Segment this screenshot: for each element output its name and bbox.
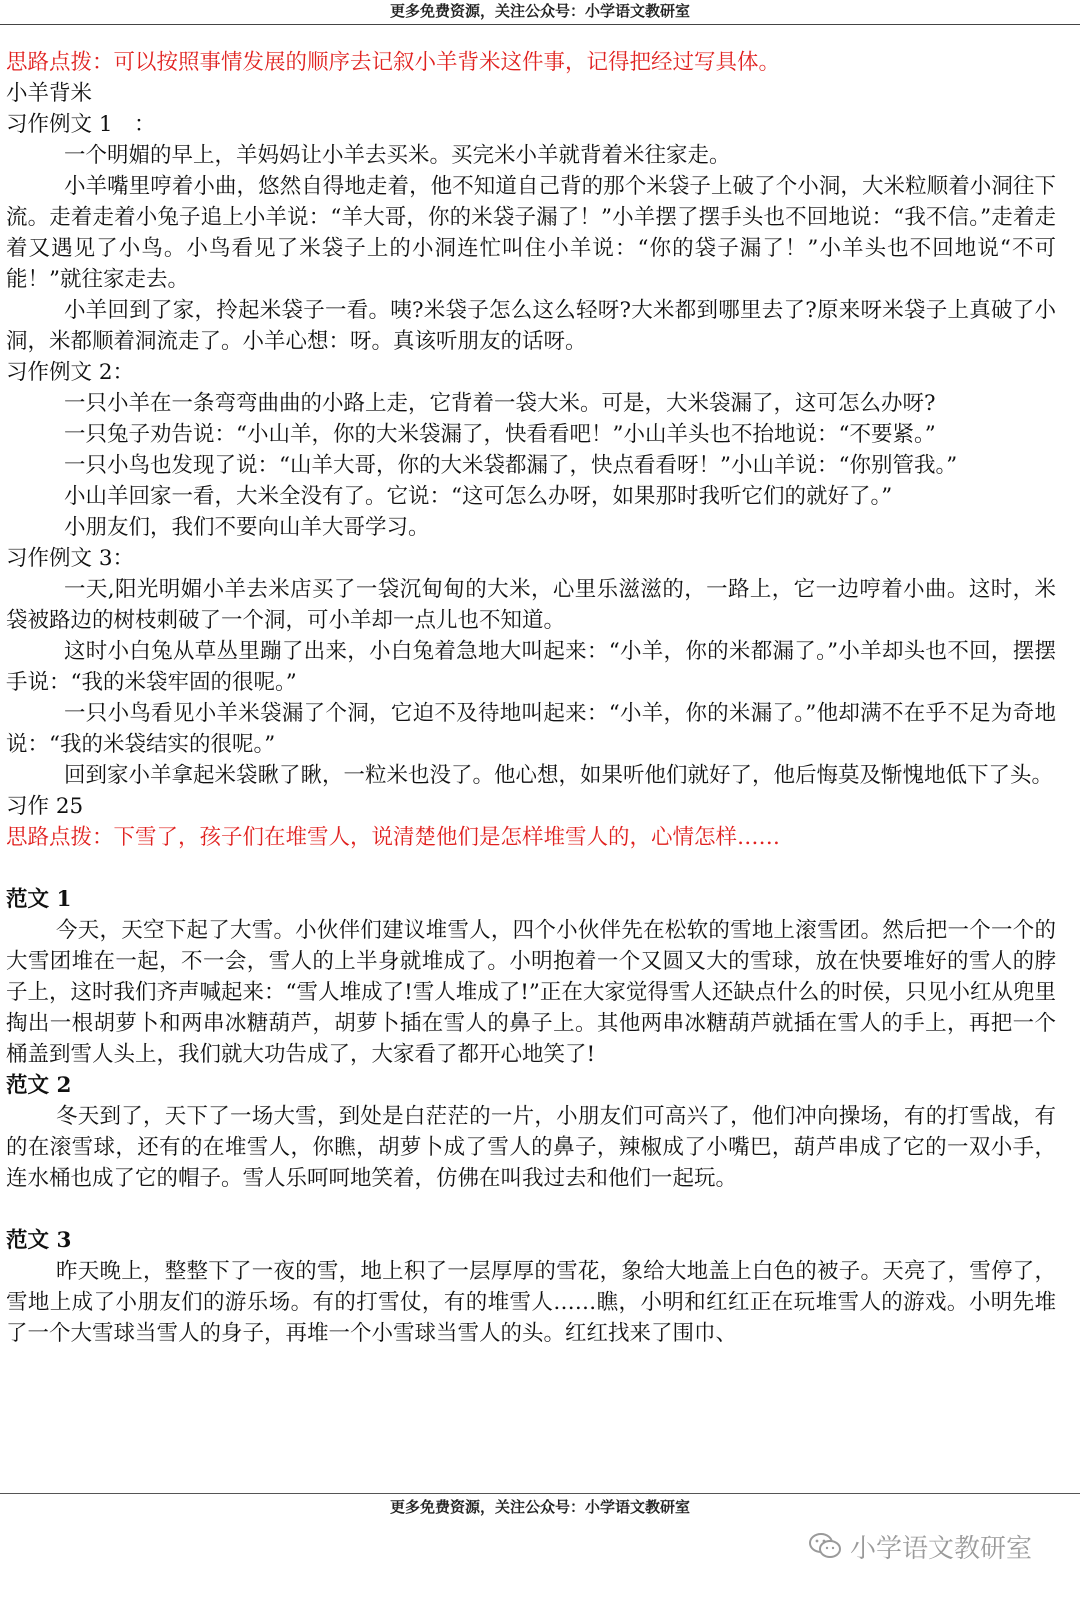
text-paragraph: 习作例文 2： bbox=[6, 360, 135, 385]
watermark-text: 小学语文教研室 bbox=[850, 1533, 1033, 1564]
text-paragraph: 今天，天空下起了大雪。小伙伴们建议堆雪人，四个小伙伴先在松软的雪地上滚雪团。然后把一个一个的大雪团堆在一起，不一会，雪人的上半身就堆成了。小明抱着一个又圆又大的雪球，放在快要堆好的雪人的脖子上，这时我们齐声喊起来：“雪人堆成了!雪人堆成了!”正在大家觉得雪人还缺点什么的时侯，只见小红从兜里掏出一根胡萝卜和两串冰糖葫芦，胡萝卜插在雪人的鼻子上。其他两串冰糖葫芦就插在雪人的手上，再把一个桶盖到雪人头上，我们就大功告成了，大家看了都开心地笑了! bbox=[6, 918, 1056, 1067]
blank-line bbox=[6, 853, 1056, 884]
header-divider bbox=[0, 24, 1080, 25]
page-header: 更多免费资源，关注公众号：小学语文教研室 bbox=[389, 2, 690, 20]
document-body bbox=[6, 47, 1056, 1349]
text-paragraph: 习作例文 3： bbox=[6, 546, 135, 571]
text-paragraph: 一个明媚的早上，羊妈妈让小羊去买米。买完米小羊就背着米往家走。 bbox=[64, 143, 731, 168]
text-paragraph: 一只兔子劝告说：“小山羊，你的大米袋漏了，快看看吧！”小山羊头也不抬地说：“不要紧。” bbox=[64, 422, 936, 447]
text-paragraph: 昨天晚上，整整下了一夜的雪，地上积了一层厚厚的雪花，象给大地盖上白色的被子。天亮了，雪停了，雪地上成了小朋友们的游乐场。有的打雪仗，有的堆雪人……瞧，小明和红红正在玩堆雪人的游戏。小明先堆了一个大雪球当雪人的身子，再堆一个小雪球当雪人的头。红红找来了围巾、 bbox=[6, 1259, 1056, 1346]
text-paragraph: 一天,阳光明媚小羊去米店买了一袋沉甸甸的大米，心里乐滋滋的，一路上，它一边哼着小曲。这时，米袋被路边的树枝刺破了一个洞，可小羊却一点儿也不知道。 bbox=[6, 577, 1056, 633]
text-paragraph: 一只小鸟也发现了说：“山羊大哥，你的大米袋都漏了，快点看看呀！”小山羊说：“你别管我。” bbox=[64, 453, 958, 478]
text-paragraph: 习作例文 1 ： bbox=[6, 112, 156, 137]
hint-line: 思路点拨：下雪了，孩子们在堆雪人，说清楚他们是怎样堆雪人的，心情怎样…… bbox=[6, 825, 781, 850]
text-paragraph: 这时小白兔从草丛里蹦了出来，小白兔着急地大叫起来：“小羊，你的米都漏了。”小羊却头也不回，摆摆手说：“我的米袋牢固的很呢。” bbox=[6, 639, 1056, 695]
section-heading: 范文 1 bbox=[6, 887, 72, 912]
blank-line bbox=[6, 1194, 1056, 1225]
section-heading: 范文 2 bbox=[6, 1073, 72, 1098]
text-paragraph: 小羊回到了家，拎起米袋子一看。咦?米袋子怎么这么轻呀?大米都到哪里去了?原来呀米袋子上真破了小洞，米都顺着洞流走了。小羊心想：呀。真该听朋友的话呀。 bbox=[6, 298, 1056, 354]
text-paragraph: 一只小鸟看见小羊米袋漏了个洞，它迫不及待地叫起来：“小羊，你的米漏了。”他却满不在乎不足为奇地说：“我的米袋结实的很呢。” bbox=[6, 701, 1056, 757]
page-footer: 更多免费资源，关注公众号：小学语文教研室 bbox=[389, 1498, 690, 1516]
text-paragraph: 冬天到了，天下了一场大雪，到处是白茫茫的一片，小朋友们可高兴了，他们冲向操场，有的打雪战，有的在滚雪球，还有的在堆雪人，你瞧，胡萝卜成了雪人的鼻子，辣椒成了小嘴巴，葫芦串成了它的一双小手，连水桶也成了它的帽子。雪人乐呵呵地笑着，仿佛在叫我过去和他们一起玩。 bbox=[6, 1104, 1056, 1191]
footer-divider bbox=[0, 1493, 1080, 1494]
section-heading: 范文 3 bbox=[6, 1228, 72, 1253]
text-paragraph: 一只小羊在一条弯弯曲曲的小路上走，它背着一袋大米。可是，大米袋漏了，这可怎么办呀? bbox=[64, 391, 936, 416]
watermark bbox=[808, 1526, 1032, 1566]
text-paragraph: 回到家小羊拿起米袋瞅了瞅，一粒米也没了。他心想，如果听他们就好了，他后悔莫及惭愧地低下了头。 bbox=[64, 763, 1054, 788]
text-paragraph: 小羊嘴里哼着小曲，悠然自得地走着，他不知道自己背的那个米袋子上破了个小洞，大米粒顺着小洞往下流。走着走着小兔子追上小羊说：“羊大哥，你的米袋子漏了！”小羊摆了摆手头也不回地说：“我不信。”走着走着又遇见了小鸟。小鸟看见了米袋子上的小洞连忙叫住小羊说：“你的袋子漏了！”小羊头也不回地说“不可能！”就往家走去。 bbox=[6, 174, 1056, 292]
wechat-icon bbox=[808, 1531, 842, 1561]
hint-line: 思路点拨：可以按照事情发展的顺序去记叙小羊背米这件事，记得把经过写具体。 bbox=[6, 50, 781, 75]
text-paragraph: 习作 25 bbox=[6, 794, 84, 819]
text-paragraph: 小羊背米 bbox=[6, 81, 93, 106]
text-paragraph: 小朋友们，我们不要向山羊大哥学习。 bbox=[64, 515, 430, 540]
text-paragraph: 小山羊回家一看，大米全没有了。它说：“这可怎么办呀，如果那时我听它们的就好了。” bbox=[64, 484, 893, 509]
